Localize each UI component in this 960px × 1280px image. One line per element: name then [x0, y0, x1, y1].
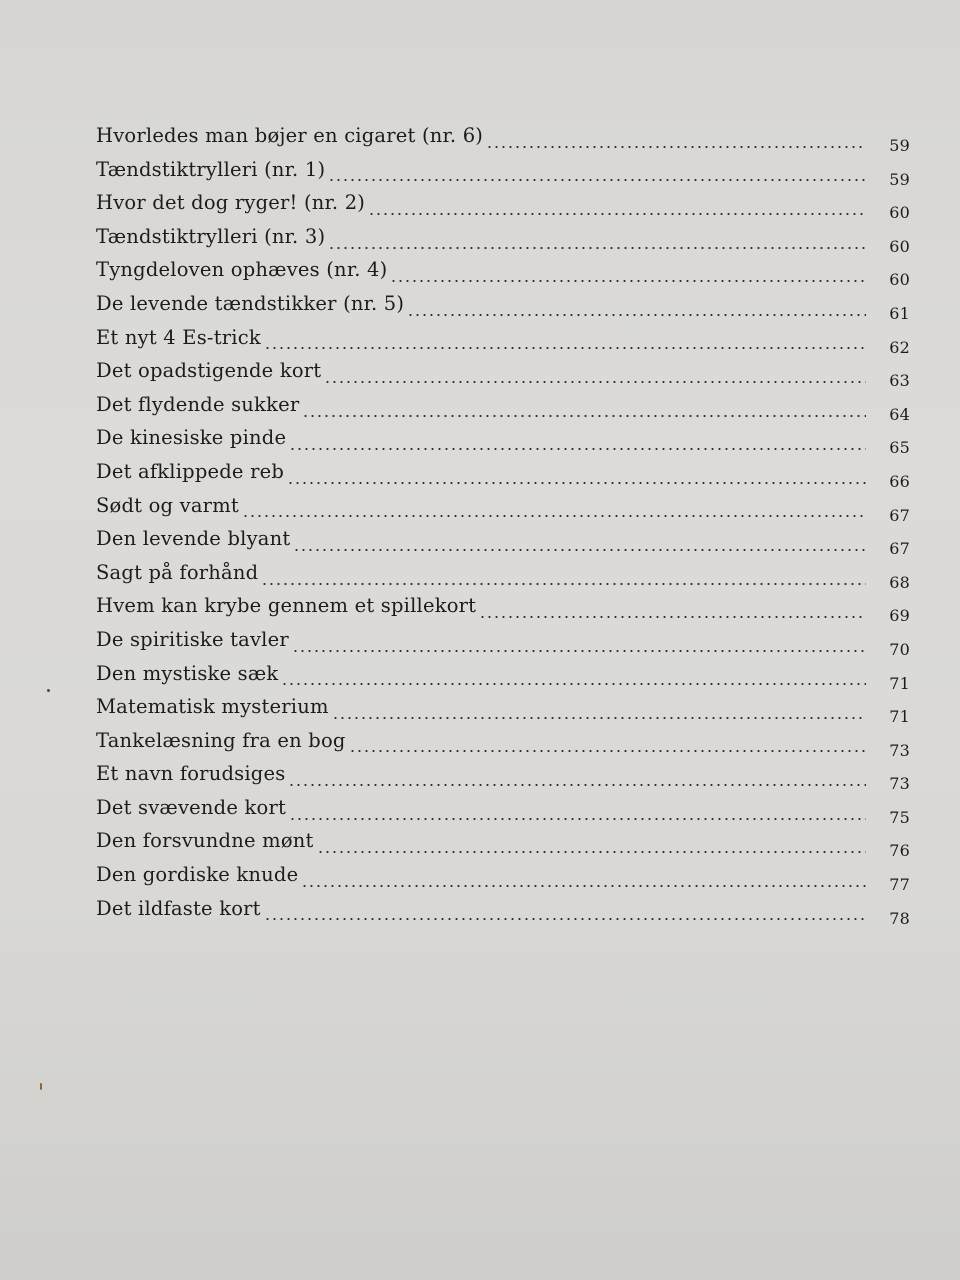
toc-entry-page: 67: [889, 539, 910, 559]
toc-entry: [96, 897, 910, 931]
toc-entry-page: 65: [889, 438, 910, 458]
toc-entry-title: Tankelæsning fra en bog: [96, 728, 346, 752]
dot-leader: [287, 479, 866, 487]
toc-entry-page: 59: [889, 169, 910, 189]
dot-leader: [328, 244, 866, 252]
toc-entry-title: Tyngdeloven ophæves (nr. 4): [96, 258, 388, 282]
toc-entry-page: 66: [889, 471, 910, 491]
toc-entry-title: Hvem kan krybe gennem et spillekort: [96, 594, 477, 618]
toc-entry-page: 76: [889, 841, 910, 861]
toc-entry: [96, 393, 910, 427]
toc-entry: [96, 527, 910, 561]
dot-leader: [264, 915, 866, 923]
toc-entry-page: 68: [889, 572, 910, 592]
toc-entry: [96, 326, 910, 360]
toc-entry-page: 62: [889, 337, 910, 357]
dot-leader: [292, 647, 866, 655]
toc-entry: [96, 863, 910, 897]
toc-entry-title: Tændstiktrylleri (nr. 3): [96, 224, 326, 248]
dot-leader: [368, 210, 866, 218]
dot-leader: [332, 714, 866, 722]
toc-entry-page: 61: [889, 303, 910, 323]
toc-entry: [96, 662, 910, 696]
toc-entry: [96, 494, 910, 528]
toc-entry-page: 67: [889, 505, 910, 525]
toc-entry-title: De kinesiske pinde: [96, 426, 287, 450]
toc-entry: [96, 359, 910, 393]
dot-leader: [479, 613, 866, 621]
paper-speck: [40, 1083, 42, 1090]
toc-entry: [96, 460, 910, 494]
toc-entry-page: 60: [889, 270, 910, 290]
dot-leader: [261, 580, 866, 588]
toc-entry-page: 59: [889, 136, 910, 155]
dot-leader: [317, 848, 866, 856]
toc-entry-title: Den forsvundne mønt: [96, 829, 314, 853]
toc-entry: [96, 158, 910, 192]
toc-entry-title: Det afklippede reb: [96, 459, 285, 483]
toc-entry-title: Tændstiktrylleri (nr. 1): [96, 157, 326, 181]
toc-entry: [96, 258, 910, 292]
dot-leader: [407, 311, 866, 319]
toc-entry-page: 73: [889, 774, 910, 794]
dot-leader: [288, 781, 866, 789]
toc-entry-title: Det svævende kort: [96, 795, 287, 819]
dot-leader: [289, 815, 866, 823]
toc-entry-page: 78: [889, 908, 910, 928]
toc-entry: [96, 561, 910, 595]
toc-entry-title: Et nyt 4 Es-trick: [96, 325, 261, 349]
toc-entry-title: De spiritiske tavler: [96, 627, 289, 651]
toc-entry-title: Sødt og varmt: [96, 493, 239, 517]
toc-entry: [96, 292, 910, 326]
toc-entry-page: 71: [889, 707, 910, 727]
toc-entry: [96, 695, 910, 729]
toc-entry-page: 70: [889, 639, 910, 659]
dot-leader: [289, 445, 866, 453]
toc-entry-page: 60: [889, 203, 910, 223]
toc-entry-title: Det opadstigende kort: [96, 359, 322, 383]
toc-entry: [96, 729, 910, 763]
toc-entry-title: De levende tændstikker (nr. 5): [96, 291, 405, 315]
toc-entry-page: 77: [889, 875, 910, 895]
toc-entry-page: 69: [889, 606, 910, 626]
toc-entry-page: 63: [889, 371, 910, 391]
toc-entry-title: Den gordiske knude: [96, 863, 299, 887]
dot-leader: [242, 512, 866, 520]
toc-entry: [96, 225, 910, 259]
toc-entry-page: 75: [889, 807, 910, 827]
toc-entry-title: Den levende blyant: [96, 527, 291, 551]
dot-leader: [293, 546, 866, 554]
dot-leader: [324, 378, 866, 386]
toc-entry-title: Det ildfaste kort: [96, 896, 261, 920]
dot-leader: [301, 882, 866, 890]
toc-entry: [96, 191, 910, 225]
toc-entry-title: Hvorledes man bøjer en cigaret (nr. 6): [96, 124, 484, 147]
toc-entry: [96, 426, 910, 460]
toc-entry-page: 60: [889, 236, 910, 256]
table-of-contents: [96, 124, 910, 930]
dot-leader: [281, 680, 866, 688]
toc-entry-title: Det flydende sukker: [96, 392, 300, 416]
dot-leader: [349, 747, 866, 755]
toc-entry-title: Hvor det dog ryger! (nr. 2): [96, 191, 366, 215]
toc-entry: [96, 829, 910, 863]
dot-leader: [328, 176, 866, 184]
toc-entry-page: 71: [889, 673, 910, 693]
dot-leader: [390, 277, 866, 285]
toc-entry-title: Matematisk mysterium: [96, 695, 329, 719]
toc-entry-page: 64: [889, 404, 910, 424]
toc-entry-title: Et navn forudsiges: [96, 762, 286, 786]
dot-leader: [486, 143, 866, 151]
toc-entry-title: Den mystiske sæk: [96, 661, 279, 685]
toc-entry: [96, 762, 910, 796]
dot-leader: [302, 412, 866, 420]
toc-entry: [96, 124, 910, 158]
toc-entry: [96, 594, 910, 628]
toc-entry-page: 73: [889, 740, 910, 760]
dot-leader: [264, 344, 866, 352]
toc-entry-title: Sagt på forhånd: [96, 560, 259, 584]
toc-entry: [96, 628, 910, 662]
toc-entry: [96, 796, 910, 830]
paper-speck: [47, 689, 50, 692]
